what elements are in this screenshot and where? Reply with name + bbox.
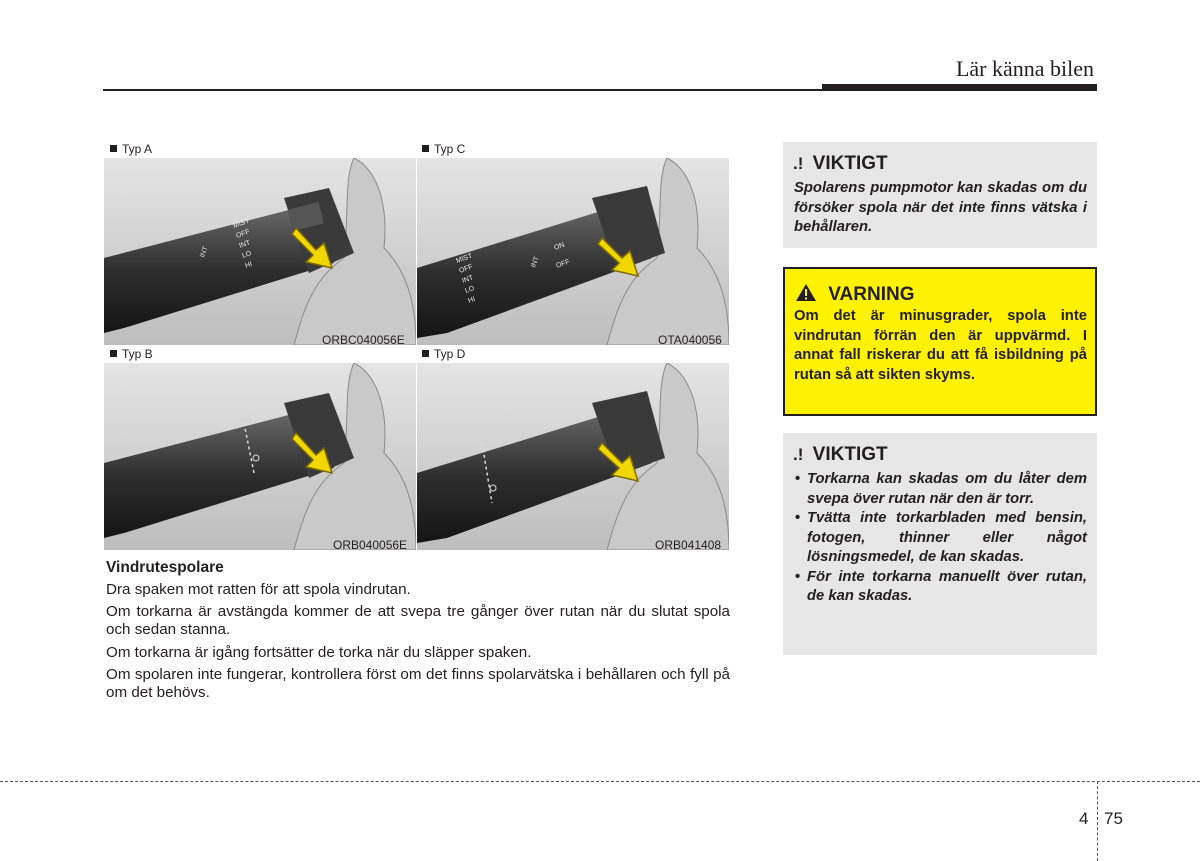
paragraph: Om torkarna är igång fortsätter de torka när du släpper spaken. [106,644,532,661]
wiper-stalk-photo-typ-b [104,363,416,550]
page-number: 75 [1104,809,1123,828]
caution-icon: .! [793,445,804,464]
stalk-mark-mist: MIST [455,252,474,265]
stalk-mark-int: INT [238,239,252,250]
figure-label-typ-a: Typ A [110,142,152,156]
caution-icon: .! [793,154,804,173]
stalk-mark-int: INT [461,274,475,285]
notice-bullet-list [789,470,1087,607]
notice-text: Spolarens pumpmotor kan skadas om du försöker spola när det inte finns vätska i behållaren. [794,180,1087,235]
notice-title: VARNING [828,284,915,305]
chapter-number: 4 [1079,809,1089,828]
stalk-mark-lo: LO [464,285,476,295]
footer-divider-vertical [1097,781,1098,861]
stalk-mark-hi: HI [244,260,254,270]
notice-title: VIKTIGT [812,153,888,174]
section-heading: Vindrutespolare [106,559,224,576]
list-item: • Torkarna kan skadas om du låter dem svepa över rutan när den är torr. [789,470,1087,509]
page-header-title: Lär känna bilen [955,56,1094,81]
square-bullet-icon [422,350,429,357]
important-notice-wipers [783,433,1097,655]
figure-label-typ-c: Typ C [422,142,465,156]
figure-label-typ-d: Typ D [422,347,465,361]
wiper-stalk-photo-typ-a [104,158,416,345]
stalk-mark-int-ring: INT [199,245,210,259]
paragraph: Dra spaken mot ratten för att spola vindrutan. [106,581,411,598]
list-item: • Tvätta inte torkarbladen med bensin, fotogen, thinner eller något lösningsmedel, de kan skadas. [789,509,1087,568]
stalk-mark-int-ring: INT [530,255,541,269]
square-bullet-icon [422,145,429,152]
warning-notice-freezing [783,267,1097,416]
figure-label-typ-b: Typ B [110,347,153,361]
wiper-stalk-photo-typ-d [417,363,729,550]
figure-code-typ-c: OTA040056 [658,333,722,347]
header-rule-accent [822,84,1097,90]
stalk-mark-off-ring: OFF [555,258,571,270]
paragraph: Om spolaren inte fungerar, kontrollera först om det finns spolarvätska i behållaren och fyll på om det behövs. [106,666,730,701]
notice-text: Om det är minusgrader, spola inte vindrutan förrän den är uppvärmd. I annat fall riskerar du att få isbildning på rutan så att sikten skyms. [794,308,1087,383]
warning-triangle-icon [795,283,817,302]
square-bullet-icon [110,350,117,357]
figure-code-typ-b: ORB040056E [333,538,408,552]
figure-code-typ-d: ORB041408 [655,538,722,552]
list-item: • För inte torkarna manuellt över rutan, de kan skadas. [789,568,1087,607]
stalk-mark-hi: HI [467,295,477,305]
stalk-mark-lo: LO [241,250,253,260]
paragraph: Om torkarna är avstängda kommer de att svepa tre gånger över rutan när du slutat spola och sedan stanna. [106,603,730,638]
stalk-mark-off: OFF [458,263,474,275]
stalk-mark-mist: MIST [232,217,251,230]
important-notice-pump [783,142,1097,248]
stalk-mark-off: OFF [235,228,251,240]
square-bullet-icon [110,145,117,152]
footer-divider [0,781,1200,782]
notice-title: VIKTIGT [812,444,888,465]
figure-code-typ-a: ORBC040056E [322,333,405,347]
wiper-stalk-photo-typ-c [417,158,729,345]
stalk-mark-on: ON [553,241,566,252]
